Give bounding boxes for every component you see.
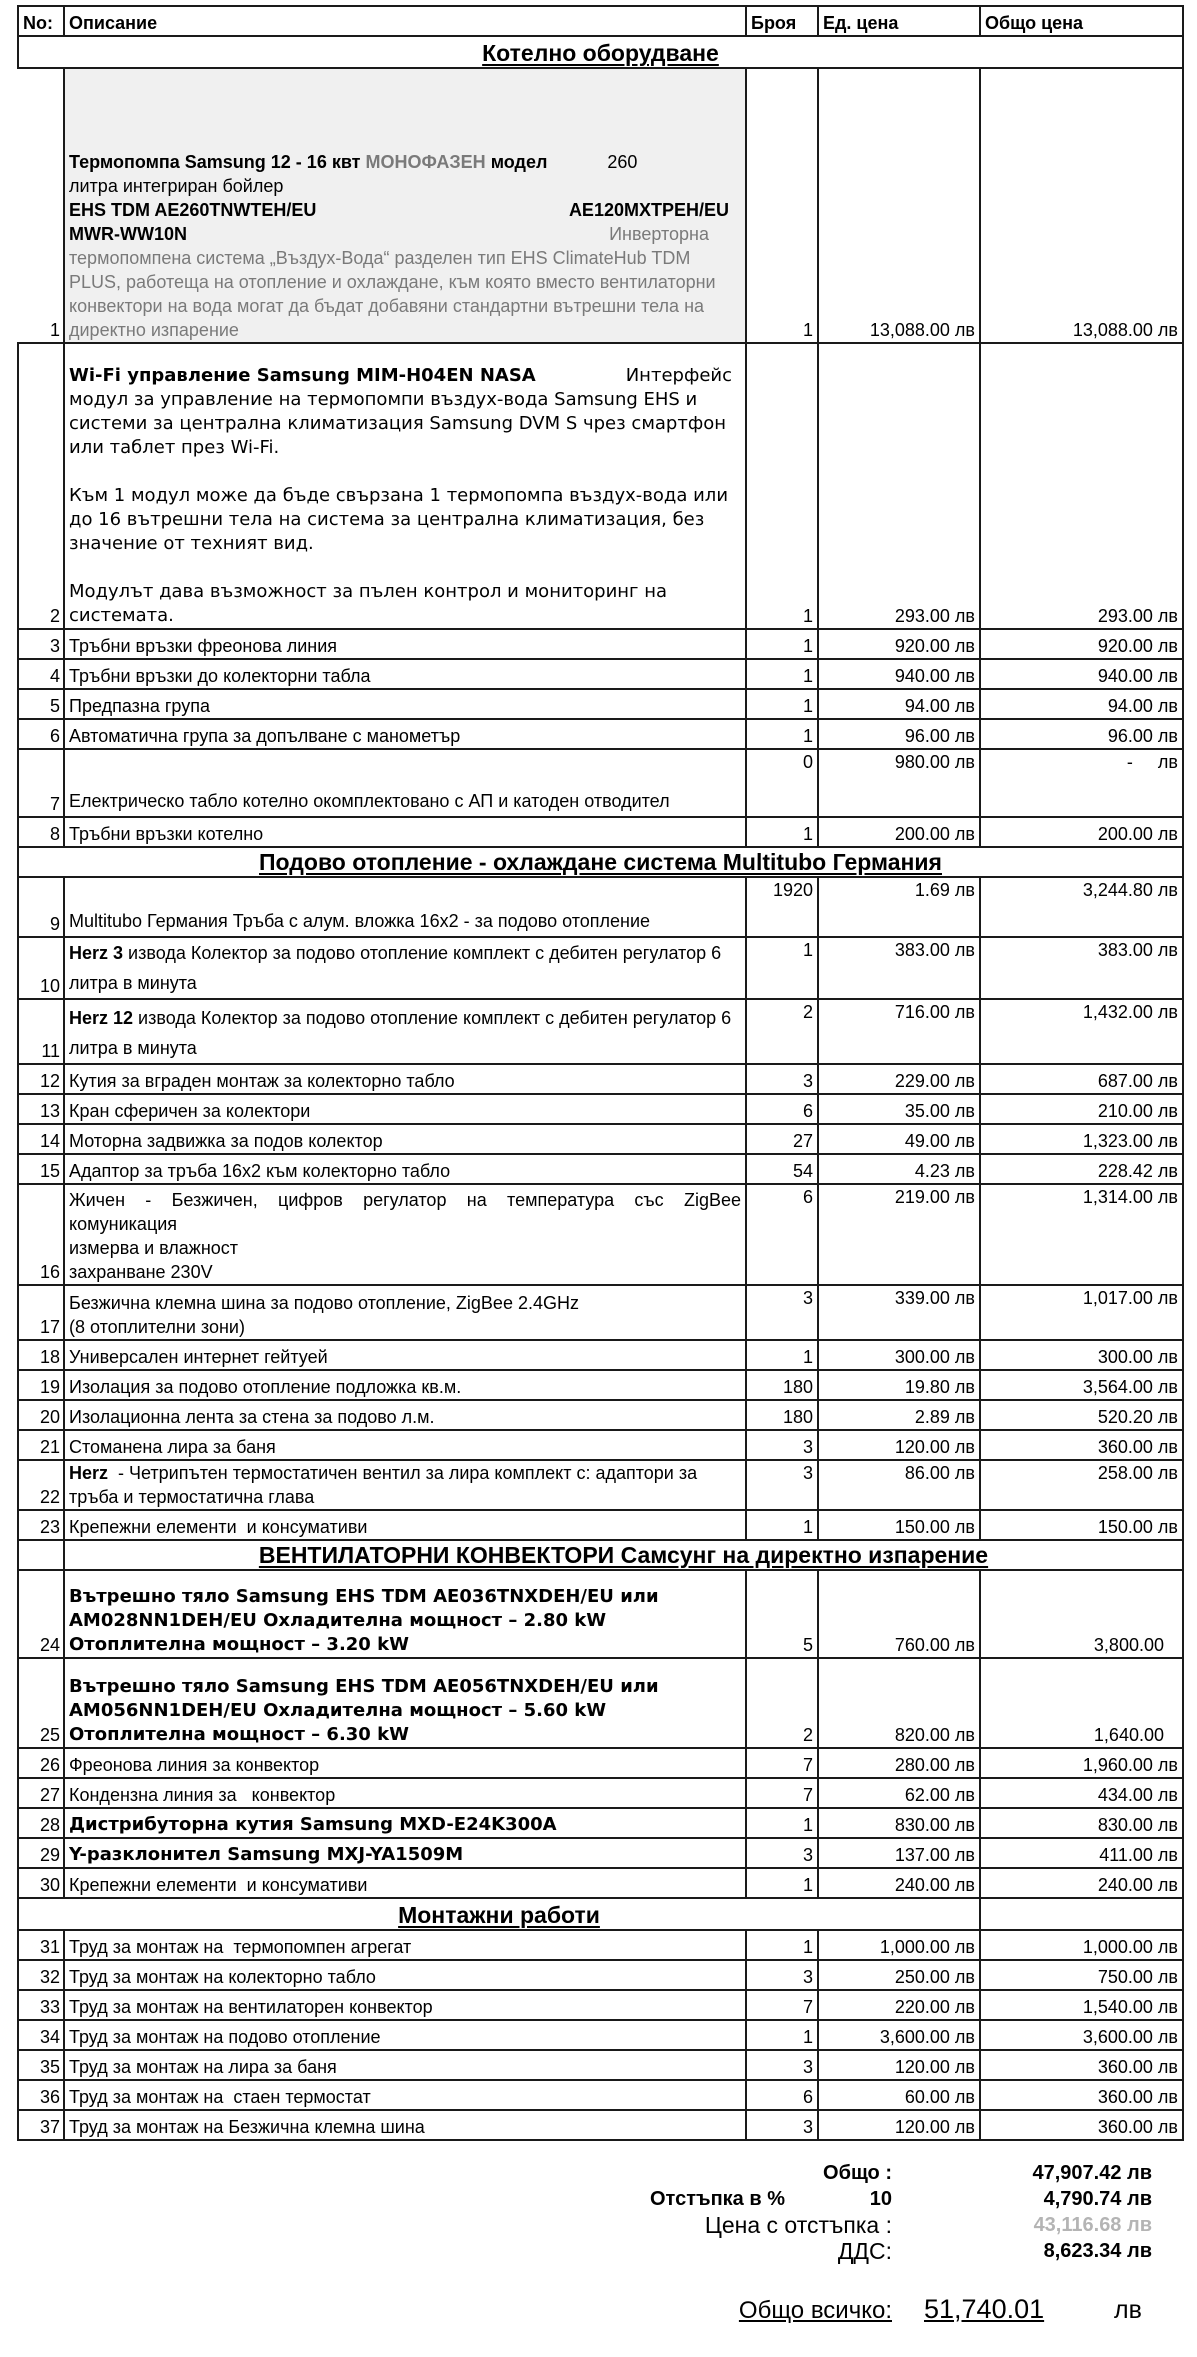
section-title: Подово отопление - охлаждане система Multitubo Германия [259, 849, 942, 875]
row-total-price: 360.00 лв [980, 2080, 1183, 2110]
row-unit-price: 716.00 лв [818, 999, 980, 1064]
row-no: 4 [18, 659, 64, 689]
row-total-price: 1,017.00 лв [980, 1285, 1183, 1340]
row-qty: 54 [746, 1154, 818, 1184]
row-qty: 6 [746, 1184, 818, 1285]
row-description: Труд за монтаж на колекторно табло [64, 1960, 746, 1990]
row-qty: 3 [746, 1285, 818, 1340]
row-total-price: 1,432.00 лв [980, 999, 1183, 1064]
section-title: Котелно оборудване [482, 40, 719, 66]
table-row [18, 1748, 1183, 1778]
row-no: 23 [18, 1510, 64, 1540]
row-description: Труд за монтаж на подово отопление [64, 2020, 746, 2050]
row-description: Предпазна група [64, 689, 746, 719]
table-row [18, 1838, 1183, 1868]
row-unit-price: 940.00 лв [818, 659, 980, 689]
row-no: 2 [18, 343, 64, 629]
row-no: 13 [18, 1094, 64, 1124]
row-total-price: 920.00 лв [980, 629, 1183, 659]
row-qty: 1 [746, 937, 818, 999]
table-row [18, 999, 1183, 1064]
row-no: 12 [18, 1064, 64, 1094]
row-total-price: 210.00 лв [980, 1094, 1183, 1124]
section-title: Монтажни работи [398, 1902, 600, 1928]
row-total-price: 3,600.00 лв [980, 2020, 1183, 2050]
row-total-price: 258.00 лв [980, 1460, 1183, 1510]
row-unit-price: 200.00 лв [818, 817, 980, 847]
row-description: Крепежни елементи и консумативи [64, 1510, 746, 1540]
row-description: Термопомпа Samsung 12 - 16 квт МОНОФАЗЕН модел 260 литра интегриран бойлер EHS TDM AE260TNWTEH/EU AE120MXTPEH/EU MWR-WW10N Инверторна термопомпена система „Въздух-Вода“ разделен тип EHS ClimateHub TDM PLUS, работеща на отопление и охлаждане, към която вместо вентилаторни конвектори на вода могат да бъдат добавяни стандартни вътрешни тела на директно изпарение [64, 68, 746, 343]
table-row [18, 2020, 1183, 2050]
table-row [18, 1808, 1183, 1838]
row-qty: 1920 [746, 877, 818, 937]
row-no: 10 [18, 937, 64, 999]
discount-label: Отстъпка в % [650, 2188, 785, 2210]
table-row [18, 343, 1183, 629]
table-header-row [18, 6, 1183, 36]
row-total-price: 300.00 лв [980, 1340, 1183, 1370]
row-no: 15 [18, 1154, 64, 1184]
row-qty: 0 [746, 749, 818, 817]
row-description: Жичен - Безжичен, цифров регулатор на температура със ZigBee комуникация измерва и влажност захранване 230V [64, 1184, 746, 1285]
row-description: Herz 12 извода Колектор за подово отопление комплект с дебитен регулатор 6 литра в минута [64, 999, 746, 1064]
subtotal-label: Общо : [823, 2162, 892, 2184]
row-description: Дистрибуторна кутия Samsung MXD-E24K300A [64, 1808, 746, 1838]
row-total-price: 200.00 лв [980, 817, 1183, 847]
row-total-price: 1,640.00 [980, 1658, 1183, 1748]
row-qty: 3 [746, 1460, 818, 1510]
grand-total-label: Общо всичко: [738, 2297, 892, 2324]
row-total-price: 3,564.00 лв [980, 1370, 1183, 1400]
row-description: Herz 3 извода Колектор за подово отопление комплект с дебитен регулатор 6 литра в минута [64, 937, 746, 999]
row-total-price: 3,800.00 [980, 1570, 1183, 1658]
row-unit-price: 760.00 лв [818, 1570, 980, 1658]
row-total-price: 830.00 лв [980, 1808, 1183, 1838]
row-description: Wi-Fi управление Samsung MIM-H04EN NASA Интерфейс модул за управление на термопомпи въздух-вода Samsung EHS и системи за централна климатизация Samsung DVM S чрез смартфон или таблет през Wi-Fi. Към 1 модул може да бъде свързана 1 термопомпа въздух-вода или до 16 вътрешни тела на система за централна климатизация, без значение от техният вид. Модулът дава възможност за пълен контрол и мониторинг на системата. [64, 343, 746, 629]
table-row [18, 1370, 1183, 1400]
row-description: Тръбни връзки фреонова линия [64, 629, 746, 659]
subtotal-value: 47,907.42 лв [1032, 2162, 1152, 2184]
row-description: Кондензна линия за конвектор [64, 1778, 746, 1808]
row-description: Труд за монтаж на вентилаторен конвектор [64, 1990, 746, 2020]
row-unit-price: 339.00 лв [818, 1285, 980, 1340]
row-description: Труд за монтаж на лира за баня [64, 2050, 746, 2080]
row-qty: 180 [746, 1370, 818, 1400]
row-total-price: 434.00 лв [980, 1778, 1183, 1808]
row-qty: 1 [746, 1808, 818, 1838]
row-qty: 7 [746, 1990, 818, 2020]
row-total-price: 360.00 лв [980, 2050, 1183, 2080]
row-no: 29 [18, 1838, 64, 1868]
row-no: 21 [18, 1430, 64, 1460]
row-no: 37 [18, 2110, 64, 2140]
row-no: 18 [18, 1340, 64, 1370]
row-no: 32 [18, 1960, 64, 1990]
row-unit-price: 293.00 лв [818, 343, 980, 629]
row-description: Електрическо табло котелно окомплектовано с АП и катоден отводител [64, 749, 746, 817]
row-no: 33 [18, 1990, 64, 2020]
row-qty: 1 [746, 817, 818, 847]
row-qty: 6 [746, 2080, 818, 2110]
table-row [18, 749, 1183, 817]
row-no: 34 [18, 2020, 64, 2050]
row-no: 1 [18, 68, 64, 343]
row-no: 24 [18, 1570, 64, 1658]
row-qty: 1 [746, 719, 818, 749]
discount-percent: 10 [869, 2188, 892, 2210]
row-total-price: 1,323.00 лв [980, 1124, 1183, 1154]
row-no: 22 [18, 1460, 64, 1510]
table-row [18, 719, 1183, 749]
table-row [18, 937, 1183, 999]
row-total-price: 360.00 лв [980, 1430, 1183, 1460]
row-total-price: 1,960.00 лв [980, 1748, 1183, 1778]
row-qty: 1 [746, 1868, 818, 1898]
row-description: Фреонова линия за конвектор [64, 1748, 746, 1778]
row-no: 6 [18, 719, 64, 749]
row-no: 19 [18, 1370, 64, 1400]
row-unit-price: 120.00 лв [818, 1430, 980, 1460]
row-description: Вътрешно тяло Samsung EHS TDM AE056TNXDEH/EU или AM056NN1DEH/EU Охладителна мощност – 5.60 kW Отоплителна мощност – 6.30 kW [64, 1658, 746, 1748]
row-unit-price: 1.69 лв [818, 877, 980, 937]
row-qty: 3 [746, 2110, 818, 2140]
row-qty: 3 [746, 1960, 818, 1990]
row-unit-price: 137.00 лв [818, 1838, 980, 1868]
table-row [18, 1064, 1183, 1094]
row-no: 17 [18, 1285, 64, 1340]
row-unit-price: 94.00 лв [818, 689, 980, 719]
table-row [18, 1570, 1183, 1658]
table-row [18, 1778, 1183, 1808]
row-unit-price: 3,600.00 лв [818, 2020, 980, 2050]
row-description: Тръбни връзки до колекторни табла [64, 659, 746, 689]
row-total-price: 96.00 лв [980, 719, 1183, 749]
table-row [18, 659, 1183, 689]
table-row [18, 2050, 1183, 2080]
table-row [18, 2080, 1183, 2110]
table-row [18, 1658, 1183, 1748]
row-qty: 6 [746, 1094, 818, 1124]
row-qty: 3 [746, 1838, 818, 1868]
row-total-price: 383.00 лв [980, 937, 1183, 999]
row-total-price: 1,314.00 лв [980, 1184, 1183, 1285]
row-description: Стоманена лира за баня [64, 1430, 746, 1460]
row-description: Универсален интернет гейтуей [64, 1340, 746, 1370]
row-no: 3 [18, 629, 64, 659]
row-qty: 5 [746, 1570, 818, 1658]
section-header-fan-coils [18, 1540, 1183, 1570]
table-row [18, 1460, 1183, 1510]
table-row [18, 1930, 1183, 1960]
row-total-price: 687.00 лв [980, 1064, 1183, 1094]
row-description: Автоматична група за допълване с манометър [64, 719, 746, 749]
row-total-price: 150.00 лв [980, 1510, 1183, 1540]
row-no: 11 [18, 999, 64, 1064]
table-row [18, 1285, 1183, 1340]
row-description: Моторна задвижка за подов колектор [64, 1124, 746, 1154]
row-description: Безжична клемна шина за подово отопление, ZigBee 2.4GHz (8 отоплителни зони) [64, 1285, 746, 1340]
row-no: 30 [18, 1868, 64, 1898]
row-unit-price: 220.00 лв [818, 1990, 980, 2020]
row-unit-price: 49.00 лв [818, 1124, 980, 1154]
row-qty: 2 [746, 1658, 818, 1748]
table-row [18, 1124, 1183, 1154]
table-row [18, 1430, 1183, 1460]
row-qty: 2 [746, 999, 818, 1064]
row-no: 27 [18, 1778, 64, 1808]
row-description: Изолация за подово отопление подложка кв.м. [64, 1370, 746, 1400]
row-description: Изолационна лента за стена за подово л.м. [64, 1400, 746, 1430]
table-row [18, 1094, 1183, 1124]
row-description: Крепежни елементи и консумативи [64, 1868, 746, 1898]
discount-value: 4,790.74 лв [1043, 2188, 1152, 2210]
table-row [18, 68, 1183, 343]
row-unit-price: 2.89 лв [818, 1400, 980, 1430]
row-unit-price: 13,088.00 лв [818, 68, 980, 343]
row-no: 16 [18, 1184, 64, 1285]
row-unit-price: 219.00 лв [818, 1184, 980, 1285]
row-qty: 1 [746, 629, 818, 659]
table-row [18, 1990, 1183, 2020]
row-description: Адаптор за тръба 16x2 към колекторно табло [64, 1154, 746, 1184]
row-total-price: 3,244.80 лв [980, 877, 1183, 937]
table-row [18, 1510, 1183, 1540]
row-total-price: 228.42 лв [980, 1154, 1183, 1184]
row-no: 35 [18, 2050, 64, 2080]
row-no: 14 [18, 1124, 64, 1154]
grand-total-currency: лв [1114, 2296, 1142, 2324]
row-qty: 7 [746, 1748, 818, 1778]
row-no: 20 [18, 1400, 64, 1430]
row-total-price: 520.20 лв [980, 1400, 1183, 1430]
row-qty: 1 [746, 68, 818, 343]
row-description: Труд за монтаж на стаен термостат [64, 2080, 746, 2110]
row-total-price: 360.00 лв [980, 2110, 1183, 2140]
row-description: Multitubo Германия Тръба с алум. вложка 16x2 - за подово отопление [64, 877, 746, 937]
row-unit-price: 980.00 лв [818, 749, 980, 817]
row-qty: 1 [746, 1930, 818, 1960]
row-total-price: 293.00 лв [980, 343, 1183, 629]
section-header-boiler [18, 36, 1183, 68]
row-unit-price: 150.00 лв [818, 1510, 980, 1540]
row-unit-price: 35.00 лв [818, 1094, 980, 1124]
row-unit-price: 96.00 лв [818, 719, 980, 749]
row-qty: 1 [746, 343, 818, 629]
table-row [18, 1154, 1183, 1184]
table-row [18, 877, 1183, 937]
section-title: ВЕНТИЛАТОРНИ КОНВЕКТОРИ Самсунг на директно изпарение [258, 1542, 989, 1568]
row-unit-price: 120.00 лв [818, 2110, 980, 2140]
row-description: Кутия за вграден монтаж за колекторно табло [64, 1064, 746, 1094]
row-no: 5 [18, 689, 64, 719]
row-unit-price: 300.00 лв [818, 1340, 980, 1370]
section-header-floor-heating [18, 847, 1183, 877]
row-total-price: 750.00 лв [980, 1960, 1183, 1990]
row-qty: 3 [746, 1064, 818, 1094]
row-unit-price: 120.00 лв [818, 2050, 980, 2080]
grand-total-value: 51,740.01 [924, 2294, 1045, 2324]
header-total-price: Общо цена [980, 6, 1183, 36]
row-qty: 1 [746, 689, 818, 719]
row-unit-price: 19.80 лв [818, 1370, 980, 1400]
row-description: Труд за монтаж на термопомпен агрегат [64, 1930, 746, 1960]
row-unit-price: 830.00 лв [818, 1808, 980, 1838]
header-qty: Броя [746, 6, 818, 36]
row-unit-price: 4.23 лв [818, 1154, 980, 1184]
row-qty: 1 [746, 1340, 818, 1370]
row-no: 26 [18, 1748, 64, 1778]
row-unit-price: 280.00 лв [818, 1748, 980, 1778]
row-unit-price: 240.00 лв [818, 1868, 980, 1898]
header-no: No: [18, 6, 64, 36]
row-total-price: 240.00 лв [980, 1868, 1183, 1898]
vat-label: ДДС: [837, 2238, 892, 2264]
header-unit-price: Ед. цена [818, 6, 980, 36]
table-row [18, 817, 1183, 847]
row-no: 36 [18, 2080, 64, 2110]
vat-value: 8,623.34 лв [1043, 2240, 1152, 2262]
row-description: Вътрешно тяло Samsung EHS TDM AE036TNXDEH/EU или AM028NN1DEH/EU Охладителна мощност – 2.80 kW Отоплителна мощност – 3.20 kW [64, 1570, 746, 1658]
table-row [18, 2110, 1183, 2140]
row-qty: 3 [746, 1430, 818, 1460]
row-qty: 3 [746, 2050, 818, 2080]
row-unit-price: 62.00 лв [818, 1778, 980, 1808]
row-total-price: 13,088.00 лв [980, 68, 1183, 343]
header-description: Описание [64, 6, 746, 36]
row-no: 7 [18, 749, 64, 817]
row-unit-price: 60.00 лв [818, 2080, 980, 2110]
table-row [18, 1868, 1183, 1898]
row-unit-price: 250.00 лв [818, 1960, 980, 1990]
row-unit-price: 383.00 лв [818, 937, 980, 999]
table-row [18, 689, 1183, 719]
row-no: 8 [18, 817, 64, 847]
table-row [18, 1340, 1183, 1370]
row-unit-price: 86.00 лв [818, 1460, 980, 1510]
row-unit-price: 229.00 лв [818, 1064, 980, 1094]
row-qty: 1 [746, 659, 818, 689]
row-description: Тръбни връзки котелно [64, 817, 746, 847]
row-description: Труд за монтаж на Безжична клемна шина [64, 2110, 746, 2140]
row-no: 25 [18, 1658, 64, 1748]
row-total-price: - лв [980, 749, 1183, 817]
row-description: Herz - Четрипътен термостатичен вентил за лира комплект с: адаптори за тръба и термостатична глава [64, 1460, 746, 1510]
row-description: Y-разклонител Samsung MXJ-YA1509M [64, 1838, 746, 1868]
row-qty: 7 [746, 1778, 818, 1808]
row-qty: 180 [746, 1400, 818, 1430]
discounted-price-label: Цена с отстъпка : [704, 2212, 892, 2238]
row-no: 9 [18, 877, 64, 937]
row-qty: 27 [746, 1124, 818, 1154]
table-row [18, 629, 1183, 659]
row-total-price: 94.00 лв [980, 689, 1183, 719]
section-header-labor [18, 1898, 1183, 1930]
row-unit-price: 1,000.00 лв [818, 1930, 980, 1960]
table-row [18, 1184, 1183, 1285]
row-qty: 1 [746, 2020, 818, 2050]
row-unit-price: 820.00 лв [818, 1658, 980, 1748]
row-unit-price: 920.00 лв [818, 629, 980, 659]
row-total-price: 411.00 лв [980, 1838, 1183, 1868]
row-no: 28 [18, 1808, 64, 1838]
row-no: 31 [18, 1930, 64, 1960]
row-description: Кран сферичен за колектори [64, 1094, 746, 1124]
quote-table [17, 5, 1184, 2141]
row-qty: 1 [746, 1510, 818, 1540]
discounted-price-value: 43,116.68 лв [1033, 2214, 1152, 2236]
table-row [18, 1960, 1183, 1990]
row-total-price: 1,540.00 лв [980, 1990, 1183, 2020]
row-total-price: 940.00 лв [980, 659, 1183, 689]
phase-label: МОНОФАЗЕН [365, 152, 486, 172]
row-total-price: 1,000.00 лв [980, 1930, 1183, 1960]
table-row [18, 1400, 1183, 1430]
